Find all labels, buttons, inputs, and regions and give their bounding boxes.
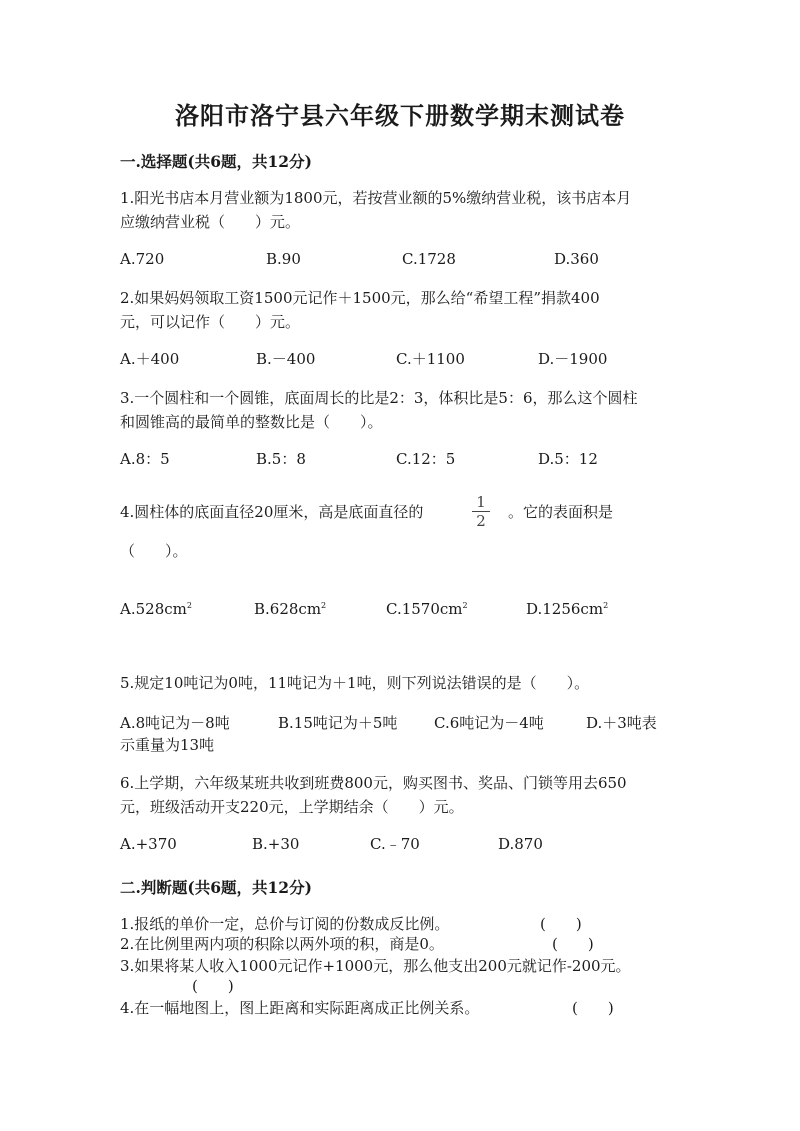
question-2-line2: 元，可以记作（ ）元。 xyxy=(120,313,301,331)
page-title: 洛阳市洛宁县六年级下册数学期末测试卷 xyxy=(175,101,625,130)
question-1-line2: 应缴纳营业税（ ）元。 xyxy=(120,213,301,231)
option-c xyxy=(386,594,468,621)
option-b: B.5：8 xyxy=(256,450,306,468)
question-2 xyxy=(120,286,680,334)
answer-parentheses: ( ) xyxy=(572,999,614,1017)
option-a: A.8：5 xyxy=(120,450,170,468)
unit-superscript: 2 xyxy=(462,601,468,610)
question-1 xyxy=(120,186,680,234)
judge-item-2: 2.在比例里两内项的积除以两外项的积，商是0。 xyxy=(120,935,444,953)
question-5-options xyxy=(120,711,680,735)
question-4-line2: （ ）。 xyxy=(120,542,188,560)
option-a: A.8吨记为－8吨 xyxy=(120,714,230,732)
question-5: 5.规定10吨记为0吨，11吨记为＋1吨，则下列说法错误的是（ ）。 xyxy=(120,674,590,692)
option-d xyxy=(526,594,608,621)
option-d-text: D.1256cm xyxy=(526,600,604,618)
option-b: B.90 xyxy=(266,250,301,268)
question-3-line1: 3.一个圆柱和一个圆锥，底面周长的比是2：3，体积比是5：6，那么这个圆柱 xyxy=(120,389,638,407)
question-3-line2: 和圆锥高的最简单的整数比是（ ）。 xyxy=(120,413,383,431)
option-c: C.6吨记为－4吨 xyxy=(434,714,544,732)
unit-superscript: 2 xyxy=(321,601,327,610)
option-b xyxy=(254,594,326,621)
answer-parentheses: ( ) xyxy=(192,977,234,995)
option-d: D.360 xyxy=(554,250,599,268)
option-c: C.1728 xyxy=(402,250,456,268)
answer-parentheses: ( ) xyxy=(552,935,594,953)
option-b: B.－400 xyxy=(256,350,316,368)
question-3 xyxy=(120,386,680,434)
answer-parentheses: ( ) xyxy=(540,915,582,933)
option-a: A.720 xyxy=(120,250,165,268)
judge-item-3: 3.如果将某人收入1000元记作+1000元，那么他支出200元就记作-200元。 xyxy=(120,957,631,975)
option-a: A.＋400 xyxy=(120,350,180,368)
question-4-options xyxy=(120,594,680,618)
question-2-line1: 2.如果妈妈领取工资1500元记作＋1500元，那么给“希望工程”捐款400 xyxy=(120,289,600,307)
option-c: C.12：5 xyxy=(396,450,456,468)
option-a xyxy=(120,594,192,621)
unit-superscript: 2 xyxy=(603,601,609,610)
question-6-line2: 元，班级活动开支220元，上学期结余（ ）元。 xyxy=(120,798,464,816)
question-1-line1: 1.阳光书店本月营业额为1800元，若按营业额的5%缴纳营业税，该书店本月 xyxy=(120,189,632,207)
question-3-options xyxy=(120,447,680,471)
question-4-text: 4.圆柱体的底面直径20厘米，高是底面直径的 xyxy=(120,503,424,521)
question-5-option-d-cont: 示重量为13吨 xyxy=(120,736,215,754)
option-a-text: A.528cm xyxy=(120,600,187,618)
option-c-text: C.1570cm xyxy=(386,600,463,618)
fraction-denominator: 2 xyxy=(476,512,486,530)
section-heading-judge: 二.判断题(共6题，共12分) xyxy=(120,878,312,897)
unit-superscript: 2 xyxy=(186,601,192,610)
option-b: B.+30 xyxy=(252,835,300,853)
option-c: C.﹣70 xyxy=(370,835,420,853)
question-6-options xyxy=(120,832,680,856)
question-2-options xyxy=(120,347,680,371)
option-a: A.+370 xyxy=(120,835,177,853)
option-b: B.15吨记为＋5吨 xyxy=(278,714,398,732)
fraction-numerator: 1 xyxy=(476,493,486,511)
option-d: D.5：12 xyxy=(538,450,598,468)
question-6 xyxy=(120,771,680,819)
option-b-text: B.628cm xyxy=(254,600,322,618)
section-heading-choice: 一.选择题(共6题，共12分) xyxy=(120,152,312,171)
option-c: C.＋1100 xyxy=(396,350,465,368)
fraction-one-half xyxy=(471,494,491,529)
judge-item-1: 1.报纸的单价一定，总价与订阅的份数成反比例。 xyxy=(120,915,450,933)
judge-item-4: 4.在一幅地图上，图上距离和实际距离成正比例关系。 xyxy=(120,999,480,1017)
option-d: D.＋3吨表 xyxy=(586,714,657,732)
option-d: D.870 xyxy=(498,835,543,853)
question-4-line1-tail: 。它的表面积是 xyxy=(508,503,614,521)
question-6-line1: 6.上学期，六年级某班共收到班费800元，购买图书、奖品、门锁等用去650 xyxy=(120,774,627,792)
question-1-options xyxy=(120,247,680,271)
option-d: D.－1900 xyxy=(538,350,608,368)
